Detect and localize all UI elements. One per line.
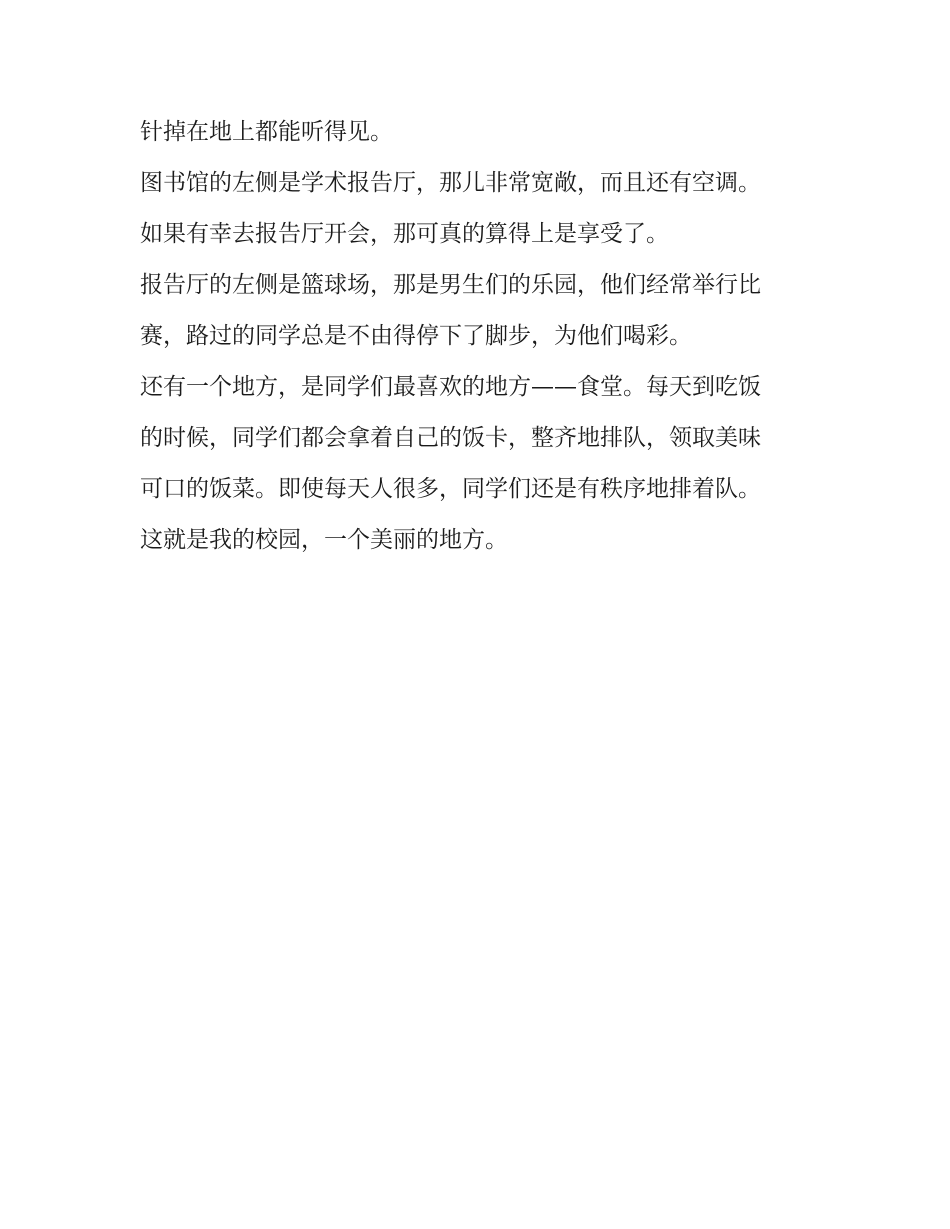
text-line: 的时候，同学们都会拿着自己的饭卡，整齐地排队，领取美味 <box>140 425 761 451</box>
text-line: 赛，路过的同学总是不由得停下了脚步，为他们喝彩。 <box>140 323 692 349</box>
text-line: 可口的饭菜。即使每天人很多，同学们还是有秩序地排着队。 <box>140 476 761 502</box>
text-line: 这就是我的校园，一个美丽的地方。 <box>140 527 508 553</box>
document-body <box>140 107 820 566</box>
text-line: 针掉在地上都能听得见。 <box>140 119 393 145</box>
text-line: 报告厅的左侧是篮球场，那是男生们的乐园，他们经常举行比 <box>140 272 761 298</box>
text-line: 还有一个地方，是同学们最喜欢的地方——食堂。每天到吃饭 <box>140 374 761 400</box>
text-line: 如果有幸去报告厅开会，那可真的算得上是享受了。 <box>140 221 669 247</box>
text-line: 图书馆的左侧是学术报告厅，那儿非常宽敞，而且还有空调。 <box>140 170 761 196</box>
